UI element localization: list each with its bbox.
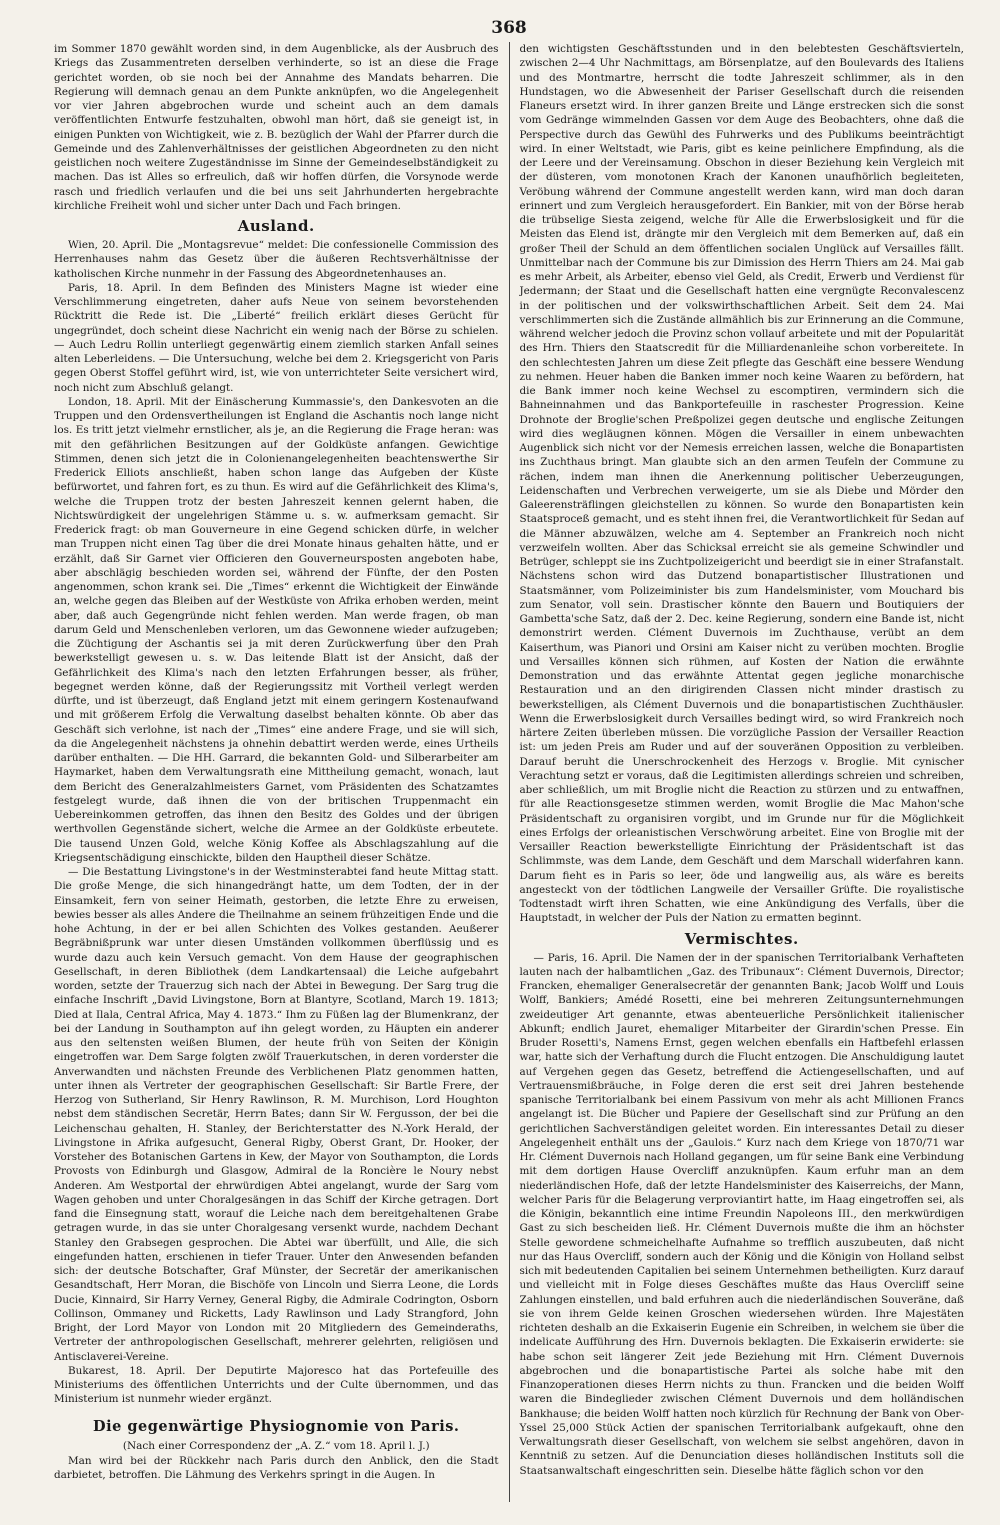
article-london: London, 18. April. Mit der Einäscherung Kummassie's, den Dankesvoten an die Truppen und den Ordensvertheilungen ist England die Aschantis noch lange nicht los. Es tritt jetzt vielmehr ernstlicher, als je, an die Regierung die Frage heran: was mit den gefährlichen Besitzungen auf der Goldküste anfangen. Gewichtige Stimmen, denen sich jetzt die in Colonienangelegenheiten beachtenswerthe Sir Frederick Elliots anschließt, haben schon lange das Aufgeben der Küste befürwortet, und fahren fort, es zu thun. Es wird auf die Gefährlichkeit des Klima's, welche die Truppen trotz der besten Jahreszeit kennen gelernt haben, die Nichtswürdigkeit der ungelehrigen Stämme u. s. w. aufmerksam gemacht. Sir Frederick fragt: ob man Gouverneure in eine Gegend schicken dürfe, in welcher man Truppen nicht einen Tag über die drei Monate hinaus gehalten hätte, und er erzählt, daß Sir Garnet vier Officieren den Gouverneursposten angeboten habe, aber abschlägig beschieden worden sei, während der Fünfte, der den Posten angenommen, schon krank sei. Die „Times“ erkennt die Wichtigkeit der Einwände an, welche gegen das Bleiben auf der Westküste von Afrika erhoben werden, meint aber, daß auch Gegengründe nicht fehlen werden. Man werde fragen, ob man darum Geld und Menschenleben verloren, um das Gewonnene wieder aufzugeben; die Züchtigung der Aschantis sei ja mit deren Zurückwerfung über den Prah bewerkstelligt gewesen u. s. w. Das leitende Blatt ist der Ansicht, daß der Gefährlichkeit des Klima's nach den letzten Erfahrungen besser, als früher, begegnet werden könne, daß der Regierungssitz mit Vortheil verlegt werden dürfte, und ist überzeugt, daß England jetzt mit einem geringern Kostenaufwand und mit größerem Erfolg die Verwaltung daselbst behalten könnte. Ob aber das Geschäft sich verlohne, ist nach der „Times“ eine andere Frage, und sie will sich, da die Angelegenheit nächstens ja ohnehin debattirt werden werde, eines Urtheils darüber enthalten. — Die HH. Garrard, die bekannten Gold- und Silberarbeiter am Haymarket, haben dem Verwaltungsrath eine Mittheilung gemacht, wonach, laut dem Bericht des Generalzahlmeisters Garnet, vom Präsidenten des Schatzamtes festgelegt wurde, daß ihnen die von der britischen Truppenmacht ein Uebereinkommen getroffen, das ihnen den Besitz des Goldes und der übrigen werthvollen Gegenstände sichert, welche die Armee an der Goldküste erbeutete. Die tausend Unzen Gold, welche König Koffee als Abschlagszahlung auf die Kriegsentschädigung einschickte, bilden den Hauptheil dieser Schätze.	[54, 395, 499, 864]
article-territorialbank: — Paris, 16. April. Die Namen der in der spanischen Territorialbank Verhafteten lauten nach der halbamtlichen „Gaz. des Tribunaux“: Clément Duvernois, Director; Francken, ehemaliger Generalsecretär der genannten Bank; Jacob Wolff und Louis Wolff, Bankiers; Amédé Rosetti, eine bei mehreren Zeitungsunternehmungen zweideutiger Art genannte, etwas abenteuerliche Persönlichkeit italienischer Abkunft; endlich Jauret, ehemaliger Mitarbeiter der Girardin'schen Presse. Ein Bruder Rosetti's, Namens Ernst, gegen welchen ebenfalls ein Haftbefehl erlassen war, hatte sich der Verhaftung durch die Flucht entzogen. Die Anschuldigung lautet auf Vergehen gegen das Gesetz, betreffend die Actiengesellschaften, und auf Vertrauensmißbräuche, in Folge deren die erst seit drei Jahren bestehende spanische Territorialbank bei einem Passivum von mehr als acht Millionen Francs angelangt ist. Die Bücher und Papiere der Gesellschaft sind zur Prüfung an den gerichtlichen Sachverständigen geleitet worden. Ein interessantes Detail zu dieser Angelegenheit enthält uns der „Gaulois.“ Kurz nach dem Kriege von 1870/71 war Hr. Clément Duvernois nach Holland gegangen, um für seine Bank eine Verbindung mit dem dortigen Hause Overcliff anzuknüpfen. Kaum erfuhr man an dem niederländischen Hofe, daß der letzte Handelsminister des Kaiserreichs, der Mann, welcher Paris für die Belagerung verproviantirt hatte, im Haag eingetroffen sei, als die Königin, bekanntlich eine intime Freundin Napoleons III., den merkwürdigen Gast zu sich bescheiden ließ. Hr. Clément Duvernois mußte die ihm an höchster Stelle gewordene schmeichelhafte Aufnahme so trefflich auszubeuten, daß nicht nur das Haus Overcliff, sondern auch der König und die Königin von Holland selbst sich mit bedeutenden Capitalien bei seinem Unternehmen betheiligten. Kurz darauf und vielleicht mit in Folge dieses Geschäftes mußte das Haus Overcliff seine Zahlungen einstellen, und bald erfuhren auch die niederländischen Souveräne, daß sie von ihrem Gelde keinen Groschen wiedersehen würden. Ihre Majestäten richteten deshalb an die Exkaiserin Eugenie ein Schreiben, in welchem sie über die indelicate Aufführung des Hrn. Duvernois beklagten. Die Exkaiserin erwiderte: sie habe schon seit längerer Zeit jede Beziehung mit Hrn. Clément Duvernois abgebrochen und die bonapartistische Partei als solche habe mit den Finanzoperationen dieses Herrn nichts zu thun. Francken und die beiden Wolff waren die Bindeglieder zwischen Clément Duvernois und dem holländischen Bankhause; die beiden Wolff hatten noch kürzlich für Rechnung der Bank von Ober-Yssel 25,000 Stück Actien der spanischen Territorialbank aufgekauft, ohne den Verwaltungsrath dieser Gesellschaft, von welchem sie selbst angehören, davon in Kenntniß zu setzen. Auf die Denunciation dieses holländischen Instituts soll die Staatsanwaltschaft eingeschritten sein. Dieselbe hätte fäglich schon vor den	[519, 951, 964, 1477]
article-wien: Wien, 20. April. Die „Montagsrevue“ meldet: Die confessionelle Commission des Herrenhauses nahm das Gesetz über die äußeren Rechtsverhältnisse der katholischen Kirche nunmehr in der Fassung des Abgeordnetenhauses an.	[54, 239, 499, 280]
article-physiognomie-start: Man wird bei der Rückkehr nach Paris durch den Anblick, den die Stadt darbietet, betroffen. Die Lähmung des Verkehrs springt in die Augen. In	[54, 1454, 499, 1481]
column-divider	[509, 42, 510, 1502]
article-livingstone: — Die Bestattung Livingstone's in der Westminsterabtei fand heute Mittag statt. Die große Menge, die sich hinangedrängt hatte, um dem Todten, der in der Einsamkeit, fern von seiner Heimath, gestorben, die letzte Ehre zu erweisen, bewies besser als alles Andere die Theilnahme an seinem frühzeitigen Ende und die hohe Achtung, in der er bei allen Schichten des Volkes gestanden. Aeußerer Begräbnißprunk war unter diesen Umständen vollkommen überflüssig und es wurde dazu auch kein Versuch gemacht. Von dem Hause der geographischen Gesellschaft, in deren Bibliothek (dem Landkartensaal) die Leiche aufgebahrt worden, setzte der Trauerzug sich nach der Abtei in Bewegung. Der Sarg trug die einfache Inschrift „David Livingstone, Born at Blantyre, Scotland, March 19. 1813; Died at Ilala, Central Africa, May 4. 1873.“ Ihm zu Füßen lag der Blumenkranz, der bei der Landung in Southampton auf ihn gelegt worden, zu Häupten ein anderer aus den seltensten weißen Blumen, der heute früh von Seiten der Königin eingetroffen war. Dem Sarge folgten zwölf Trauerkutschen, in deren vorderster die Anverwandten und nächsten Freunde des Verblichenen Platz genommen hatten, unter ihnen als Vertreter der geographischen Gesellschaft: Sir Bartle Frere, der Herzog von Sutherland, Sir Henry Rawlinson, R. M. Murchison, Lord Houghton nebst dem ständischen Secretär, Herrn Bates; dann Sir W. Fergusson, der bei die Leichenschau gehalten, H. Stanley, der Berichterstatter des N.-York Herald, der Livingstone in Afrika aufgesucht, General Rigby, Oberst Grant, Dr. Hooker, der Vorsteher des Botanischen Gartens in Kew, der Mayor von Southampton, die Lords Provosts von Edinburgh und Glasgow, Admiral de la Roncière le Noury nebst Anderen. Am Westportal der ehrwürdigen Abtei angelangt, wurde der Sarg vom Wagen gehoben und unter Choralgesängen in das Schiff der Kirche getragen. Dort fand die Einsegnung statt, worauf die Leiche nach dem bereitgehaltenen Grabe getragen wurde, in das sie unter Choralgesang versenkt wurde, nachdem Dechant Stanley den Grabsegen gesprochen. Die Abtei war überfüllt, und Alle, die sich eingefunden hatten, erschienen in tiefer Trauer. Unter den Anwesenden befanden sich: der deutsche Botschafter, Graf Münster, der Secretär der amerikanischen Gesandtschaft, Herr Moran, die Bischöfe von Lincoln und Sierra Leone, die Lords Ducie, Kinnaird, Sir Harry Verney, General Rigby, die Admirale Codrington, Osborn Collinson, Ommaney und Ricketts, Lady Rawlinson und Lady Strangford, John Bright, der Lord Mayor von London mit 20 Mitgliedern des Gemeinderaths, Vertreter der anthropologischen Gesellschaft, mehrerer gelehrten, religiösen und Antisclaverei-Vereine.	[54, 866, 499, 1363]
source-note: (Nach einer Correspondenz der „A. Z.“ vom 18. April l. J.)	[122, 1439, 430, 1452]
section-heading-ausland: Ausland.	[237, 217, 315, 235]
section-heading-physiognomie: Die gegenwärtige Physiognomie von Paris.	[93, 1417, 460, 1435]
article-physiognomie-continuation: den wichtigsten Geschäftsstunden und in den belebtesten Geschäftsvierteln, zwischen 2—4 Uhr Nachmittags, am Börsenplatze, auf den Boulevards des Italiens und des Montmartre, herrscht die todte Jahreszeit schlimmer, als in den Hundstagen, wo die Abwesenheit der Pariser Gesellschaft durch die reisenden Flaneurs ersetzt wird. In ihrer ganzen Breite und Länge erstrecken sich die sonst vom Gedränge wimmelnden Gassen vor dem Auge des Beobachters, ohne daß die Perspective durch das Gewühl des Fuhrwerks und des Publikums beeinträchtigt wird. In einer Weltstadt, wie Paris, gibt es keine peinlichere Empfindung, als die der Leere und der Vereinsamung. Obschon in dieser Beziehung kein Vergleich mit der düsteren, vom monotonen Krach der Kanonen unaufhörlich begleiteten, Veröbung während der Commune angestellt werden kann, wird man doch daran erinnert und zum Vergleich herausgefordert. Ein Bankier, mit von der Börse herab die trübselige Siesta zeigend, welche für Alle die Erwerbslosigkeit und für die Meisten das Elend ist, drängte mir den Vergleich mit dem Bemerken auf, daß ein großer Theil der Schuld an dem öffentlichen socialen Unglück auf Versailles fällt. Unmittelbar nach der Commune bis zur Dimission des Herrn Thiers am 24. Mai gab es mehr Arbeit, als Arbeiter, ebenso viel Geld, als Credit, Erwerb und Verdienst für Jedermann; der Staat und die Gesellschaft hatten eine vergnügte Reconvalescenz in der politischen und der volkswirthschaftlichen Arbeit. Seit dem 24. Mai verschlimmerten sich die Zustände allmählich bis zur Erinnerung an die Commune, während welcher jedoch die Provinz schon vollauf arbeitete und mit der Popularität des Hrn. Thiers den Staatscredit für die Milliardenanleihe schon vorbereitete. In den schlechtesten Jahren um diese Zeit pflegte das Geschäft eine bessere Wendung zu nehmen. Heuer haben die Banken immer noch keine Waaren zu befördern, hat die Bank immer noch keine Wechsel zu escomptiren, vermindern sich die Bahneinnahmen und das Bankportefeuille in raschester Progression. Keine Drohnote der Broglie'schen Preßpolizei gegen deutsche und englische Zeitungen wird dies wegläugnen können. Mögen die Versailler in einem unbewachten Augenblick sich nicht vor der Nemesis erreichen lassen, welche die Bonapartisten ins Zuchthaus bringt. Man glaubte sich an den armen Teufeln der Commune zu rächen, indem man ihnen die Anerkennung politischer Ueberzeugungen, Leidenschaften und Verbrechen verweigerte, um sie als Diebe und Mörder den Galeerensträflingen gleichstellen zu können. So wurde den Bonapartisten kein Staatsproceß gemacht, und es steht ihnen frei, die Verantwortlichkeit für Sedan auf die Männer abzuwälzen, welche am 4. September an Frankreich noch nicht verzweifeln wollten. Aber das Schicksal erreicht sie als gemeine Schwindler und Betrüger, schleppt sie ins Zuchtpolizeigericht und beerdigt sie in einer Strafanstalt. Nächstens schon wird das Dutzend bonapartistischer Illustrationen und Staatsmänner, vom Polizeiminister bis zum Handelsminister, vom Mouchard bis zum Senator, voll sein. Drastischer könnte den Bauern und Boutiquiers der Gambetta'sche Satz, daß der 2. Dec. keine Regierung, sondern eine Bande ist, nicht demonstrirt werden. Clément Duvernois im Zuchthause, verübt an dem Kaiserthum, was Pianori und Orsini am Kaiser nicht zu verüben mochten. Broglie und Versailles können sich rühmen, auf Kosten der Nation die erwähnte Demonstration und das erwähnte Attentat gegen jegliche monarchische Restauration und an den dirigirenden Classen nicht minder drastisch zu bewerkstelligen, als Clément Duvernois und die bonapartistischen Zuchthäusler. Wenn die Erwerbslosigkeit durch Versailles bedingt wird, so wird Frankreich noch härtere Zeiten überleben müssen. Die vorzügliche Passion der Versailler Reaction ist: um jeden Preis am Ruder und auf der souveränen Opposition zu verbleiben. Darauf beruht die Unerschrockenheit des Herzogs v. Broglie. Mit cynischer Verachtung setzt er voraus, daß die Legitimisten allerdings schreien und schreiben, aber schließlich, um mit Broglie nicht die Reaction zu stürzen und zu entwaffnen, für alle Reactionsgesetze stimmen werden, womit Broglie die Mac Mahon'sche Präsidentschaft zu organisiren vorgibt, und im Grunde nur für die Möglichkeit eines Erfolgs der orleanistischen Verschwörung arbeitet. Eine von Broglie mit der Versailler Reaction bewerkstelligte Einrichtung der Präsidentschaft ist das Schlimmste, was dem Lande, dem Geschäft und dem Marschall widerfahren kann. Darum fieht es in Paris so leer, öde und langweilig aus, als wäre es bereits angesteckt von der tödtlichen Langweile der Versailler Grüfte. Die royalistische Todtenstadt wirft ihren Schatten, wie eine Ankündigung des Verfalls, über die Hauptstadt, in welcher der Puls der Nation zu ermatten beginnt.	[519, 43, 964, 925]
article-paris: Paris, 18. April. In dem Befinden des Ministers Magne ist wieder eine Verschlimmerung eingetreten, daher aufs Neue von seinem bevorstehenden Rücktritt die Rede ist. Die „Liberté“ freilich erklärt dieses Gerücht für ungegründet, doch scheint diese Nachricht ein wenig nach der Börse zu schielen. — Auch Ledru Rollin unterliegt gegenwärtig einem ziemlich starken Anfall seines alten Leberleidens. — Die Untersuchung, welche bei dem 2. Kriegsgericht von Paris gegen Oberst Stoffel geführt wird, ist, wie von unterrichteter Seite versichert wird, noch nicht zum Abschluß gelangt.	[54, 281, 499, 394]
section-heading-vermischtes: Vermischtes.	[684, 929, 799, 948]
article-continuation: im Sommer 1870 gewählt worden sind, in dem Augenblicke, als der Ausbruch des Kriegs das Zusammentreten derselben verhinderte, so ist an diese die Frage gerichtet worden, ob sie noch bei der Annahme des Mandats beharren. Die Regierung will demnach genau an dem Punkte anknüpfen, wo die Angelegenheit vor vier Jahren abgebrochen wurde und scheint auch an dem damals veröffentlichten Entwurfe festzuhalten, obwohl man hört, daß sie geneigt ist, in einigen Punkten von Wichtigkeit, wie z. B. bezüglich der Wahl der Pfarrer durch die Gemeinde und des Zahlenverhältnisses der geistlichen Abgeordneten zu den nicht geistlichen noch weitere Zugeständnisse im Sinne der Gemeindeselbständigkeit zu machen. Das ist Alles so erfreulich, daß wir hoffen dürfen, die Vorsynode werde rasch und friedlich verlaufen und die bei uns seit Jahrhunderten hergebrachte kirchliche Freiheit wohl und sicher unter Dach und Fach bringen.	[54, 43, 499, 212]
article-bukarest: Bukarest, 18. April. Der Deputirte Majoresco hat das Portefeuille des Ministeriums des öffentlichen Unterrichts und der Culte übernommen, und das Ministerium ist nunmehr wieder ergänzt.	[54, 1364, 499, 1406]
right-column	[519, 42, 964, 1502]
left-column	[54, 42, 499, 1502]
text-columns	[54, 42, 964, 1502]
page-number: 368	[491, 18, 527, 38]
